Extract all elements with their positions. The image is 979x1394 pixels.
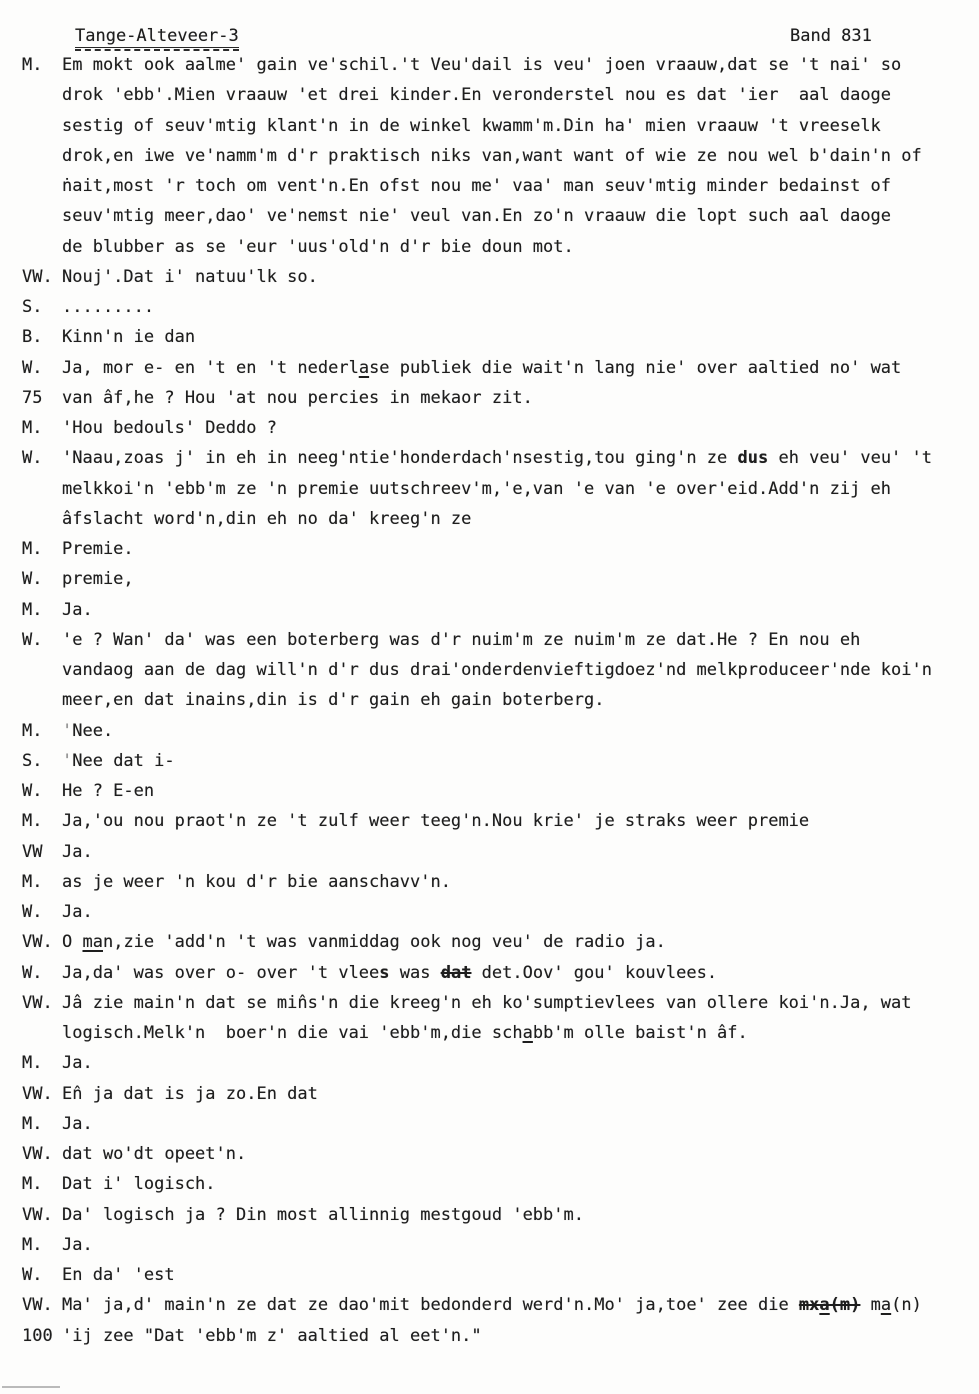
speaker-label: M. [22,720,43,741]
text-segment: 'Naau,zoas j' in eh in neeg'ntie'honderdach'nsestig,tou ging'n ze [62,448,738,469]
speaker-label: M. [22,811,43,832]
transcript-line [0,655,979,685]
text-segment: se publiek die wait'n lang nie' over aaltied no' wat [369,357,902,378]
text-segment: vandaog aan de dag will'n d'r dus drai'onderdenvieftigdoez'nd melkproduceer'nde koi'n [62,660,932,680]
line-text [62,539,134,559]
text-segment: eh veu' veu' 't [768,448,932,469]
transcript [0,50,979,1351]
transcript-line [0,383,979,413]
line-text [62,509,471,529]
transcript-line [0,927,979,957]
transcript-line [0,837,979,867]
transcript-line [0,806,979,836]
text-segment: Da' logisch ja ? Din most allinnig mestgoud 'ebb'm. [62,1204,584,1225]
line-text [62,569,134,589]
text-segment: a [880,1295,892,1316]
transcript-line [0,111,979,141]
line-text [62,1114,93,1134]
text-segment: Ja. [62,1234,93,1255]
line-text [62,267,318,287]
text-segment: dus [737,448,769,469]
line-text [62,146,922,166]
text-segment: Ja,'ou nou praot'n ze 't zulf weer teeg'n.Nou krie' je straks weer premie [62,811,810,832]
transcript-line [0,1169,979,1199]
transcript-line [0,1109,979,1139]
speaker-label: W. [22,448,43,469]
transcript-line [0,1230,979,1260]
text-segment: m [860,1295,881,1316]
speaker-label: M. [22,55,43,75]
line-text [62,842,93,862]
transcript-line [0,1290,979,1320]
line-text [62,1295,922,1315]
text-segment: Ja, mor e- en 't en 't nederl [62,357,359,378]
line-text [62,600,93,620]
line-text [62,1326,482,1346]
speaker-label: 75 [22,387,43,408]
transcript-line [0,1048,979,1078]
transcript-line [0,474,979,504]
line-text [62,721,113,741]
speaker-label: VW. [22,266,53,287]
transcript-line [0,1321,979,1351]
text-segment: âfslacht word'n,din eh no da' kreeg'n ze [62,508,472,529]
line-text [62,1235,93,1255]
text-segment: O [62,932,83,953]
text-segment: melkkoi'n 'ebb'm ze 'n premie uutschreev'm,'e,van 'e van 'e over'eid.Add'n zij eh [62,478,892,499]
transcript-line [0,685,979,715]
line-text [62,418,277,438]
speaker-label: W. [22,629,43,650]
transcript-line [0,1018,979,1048]
line-text [62,85,891,105]
text-segment: dat [440,962,472,983]
line-text [62,55,901,75]
speaker-label: W. [22,357,43,378]
text-segment: Ja. [62,1113,93,1134]
text-segment: Nouj'.Dat i' natuu'lk so. [62,266,318,287]
line-text [62,1174,216,1194]
transcript-line [0,171,979,201]
transcript-line [0,1200,979,1230]
speaker-label: M. [22,539,43,559]
transcript-line [0,1260,979,1290]
text-segment: was [389,962,441,983]
transcript-line [0,322,979,352]
line-text [62,811,809,831]
speaker-label: M. [22,599,43,620]
line-text [62,1084,318,1104]
text-segment: mx [798,1295,820,1316]
speaker-label: W. [22,1265,43,1285]
text-segment: Ja. [62,902,93,922]
text-segment: Dat i' logisch. [62,1174,216,1195]
line-text [62,297,154,317]
band-number: Band 831 [790,26,872,46]
text-segment: van âf,he ? Hou 'at nou percies in mekaor zit. [62,387,533,408]
line-text [62,116,881,136]
speaker-label: VW [22,841,43,862]
speaker-label: VW. [22,932,53,953]
text-segment: He ? E-en [62,781,155,801]
text-segment: as je weer 'n kou d'r bie aanschavv'n. [62,871,451,892]
text-segment: ' [62,720,73,741]
speaker-label: VW. [22,1295,53,1316]
line-text [62,1265,175,1285]
speaker-label: M. [22,1174,43,1195]
transcript-line [0,413,979,443]
transcript-line [0,504,979,534]
text-segment: seuv'mtig meer,dao' ve'nemst nie' veul van.En zo'n vraauw die lopt such aal daoge [62,206,892,227]
line-text [62,1205,584,1225]
text-segment: (n) [891,1295,922,1316]
line-text [62,993,912,1013]
transcript-line [0,292,979,322]
text-segment: Kinn'n ie dan [62,327,196,348]
transcript-line [0,50,979,80]
line-text [62,327,195,347]
text-segment: Ja,da' was over o- over 't vlee [62,962,380,983]
speaker-label: M. [22,1113,43,1134]
line-text [62,902,93,922]
transcript-line [0,867,979,897]
speaker-label: M. [22,1234,43,1255]
line-text [62,630,860,650]
transcript-line [0,353,979,383]
line-text [62,751,175,771]
transcript-line [0,746,979,776]
document-title-wrap [75,26,239,51]
speaker-label: 100 [22,1325,53,1346]
speaker-label: W. [22,962,43,983]
transcript-line [0,1079,979,1109]
transcript-line [0,262,979,292]
speaker-label: S. [22,297,43,317]
transcript-line [0,988,979,1018]
transcript-line [0,958,979,988]
speaker-label: M. [22,871,43,892]
text-segment: ma [82,932,103,953]
text-segment: Ja. [62,1053,93,1074]
speaker-label: VW. [22,1204,53,1225]
line-text [62,781,154,801]
text-segment: logisch.Melk'n boer'n die vai 'ebb'm,die sch [62,1023,523,1043]
transcript-line [0,1139,979,1169]
text-segment: En̂ ja dat is ja zo.En dat [62,1083,318,1104]
text-segment: ......... [62,297,155,317]
line-text [62,388,533,408]
line-text [62,1053,93,1073]
transcript-line [0,625,979,655]
transcript-line [0,232,979,262]
transcript-line [0,897,979,927]
line-text [62,358,901,378]
transcript-line [0,201,979,231]
speaker-label: VW. [22,992,53,1013]
speaker-label: VW. [22,1083,53,1104]
line-text [62,479,891,499]
line-text [62,206,891,226]
text-segment: ṅait,most 'r toch om vent'n.En ofst nou me' vaa' man seuv'mtig minder bedainst of [62,176,892,196]
transcript-line [0,564,979,594]
speaker-label: W. [22,781,43,801]
text-segment: (m) [829,1295,861,1316]
text-segment: sestig of seuv'mtig klant'n in de winkel kwamm'm.Din ha' mien vraauw 't vreeselk [62,115,881,136]
text-segment: drok,en iwe ve'namm'm d'r praktisch niks van,want want of wie ze nou wel b'dain'n of [62,145,922,166]
speaker-label: B. [22,327,43,348]
text-segment: Ja. [62,841,93,862]
transcript-line [0,776,979,806]
line-text [62,963,717,983]
speaker-label: S. [22,750,43,771]
transcript-line [0,534,979,564]
speaker-label: M. [22,1053,43,1074]
scan-artifact [2,1386,60,1388]
text-segment: Premie. [62,539,134,559]
text-segment: 'Hou bedouls' Deddo ? [62,418,277,438]
text-segment: n,zie 'add'n 't was vanmiddag ook nog veu' de radio ja. [102,932,666,953]
transcript-line [0,716,979,746]
transcript-line [0,80,979,110]
text-segment: bb'm olle baist'n âf. [532,1023,748,1043]
text-segment: det.Oov' gou' kouvlees. [471,962,718,983]
text-segment: a [819,1295,830,1316]
text-segment: Em mokt ook aalme' gain ve'schil.'t Veu'dail is veu' joen vraauw,dat se 't nai' so [62,55,902,75]
text-segment: ' [62,750,73,771]
line-text [62,660,932,680]
text-segment: Ja. [62,599,93,620]
line-text [62,1023,748,1043]
text-segment: meer,en dat inains,din is d'r gain eh gain boterberg. [62,690,605,711]
line-text [62,690,604,710]
text-segment: drok 'ebb'.Mien vraauw 'et drei kinder.En veronderstel nou es dat 'ier aal daoge [62,85,892,106]
text-segment: s [379,962,390,983]
text-segment: de blubber as se 'eur 'uus'old'n d'r bie doun mot. [62,236,574,257]
document-title: Tange-Alteveer-3 [75,26,239,46]
text-segment: 'e ? Wan' da' was een boterberg was d'r nuim'm ze nuim'm ze dat.He ? En nou eh [62,629,861,650]
text-segment: Jâ zie main'n dat se min̂s'n die kreeg'n eh ko'sumptievlees van ollere koi'n.Ja, wat [62,992,912,1013]
text-segment: En da' 'est [62,1265,175,1285]
line-text [62,176,891,196]
line-text [62,448,932,468]
line-text [62,872,451,892]
line-text [62,237,574,257]
text-segment: a [358,357,370,378]
transcript-line [0,443,979,473]
text-segment: 'ij zee "Dat 'ebb'm z' aaltied al eet'n." [62,1325,482,1346]
transcript-line [0,595,979,625]
text-segment: Nee dat i- [72,750,175,771]
text-segment: a [522,1023,533,1043]
text-segment: Ma' ja,d' main'n ze dat ze dao'mit bedonderd werd'n.Mo' ja,toe' zee die [62,1295,799,1316]
speaker-label: W. [22,569,43,590]
transcript-line [0,141,979,171]
text-segment: Nee. [72,720,114,741]
line-text [62,932,666,952]
speaker-label: W. [22,902,43,922]
speaker-label: VW. [22,1144,53,1164]
speaker-label: M. [22,418,43,438]
text-segment: dat wo'dt opeet'n. [62,1144,247,1164]
text-segment: premie, [62,569,134,590]
line-text [62,1144,246,1164]
